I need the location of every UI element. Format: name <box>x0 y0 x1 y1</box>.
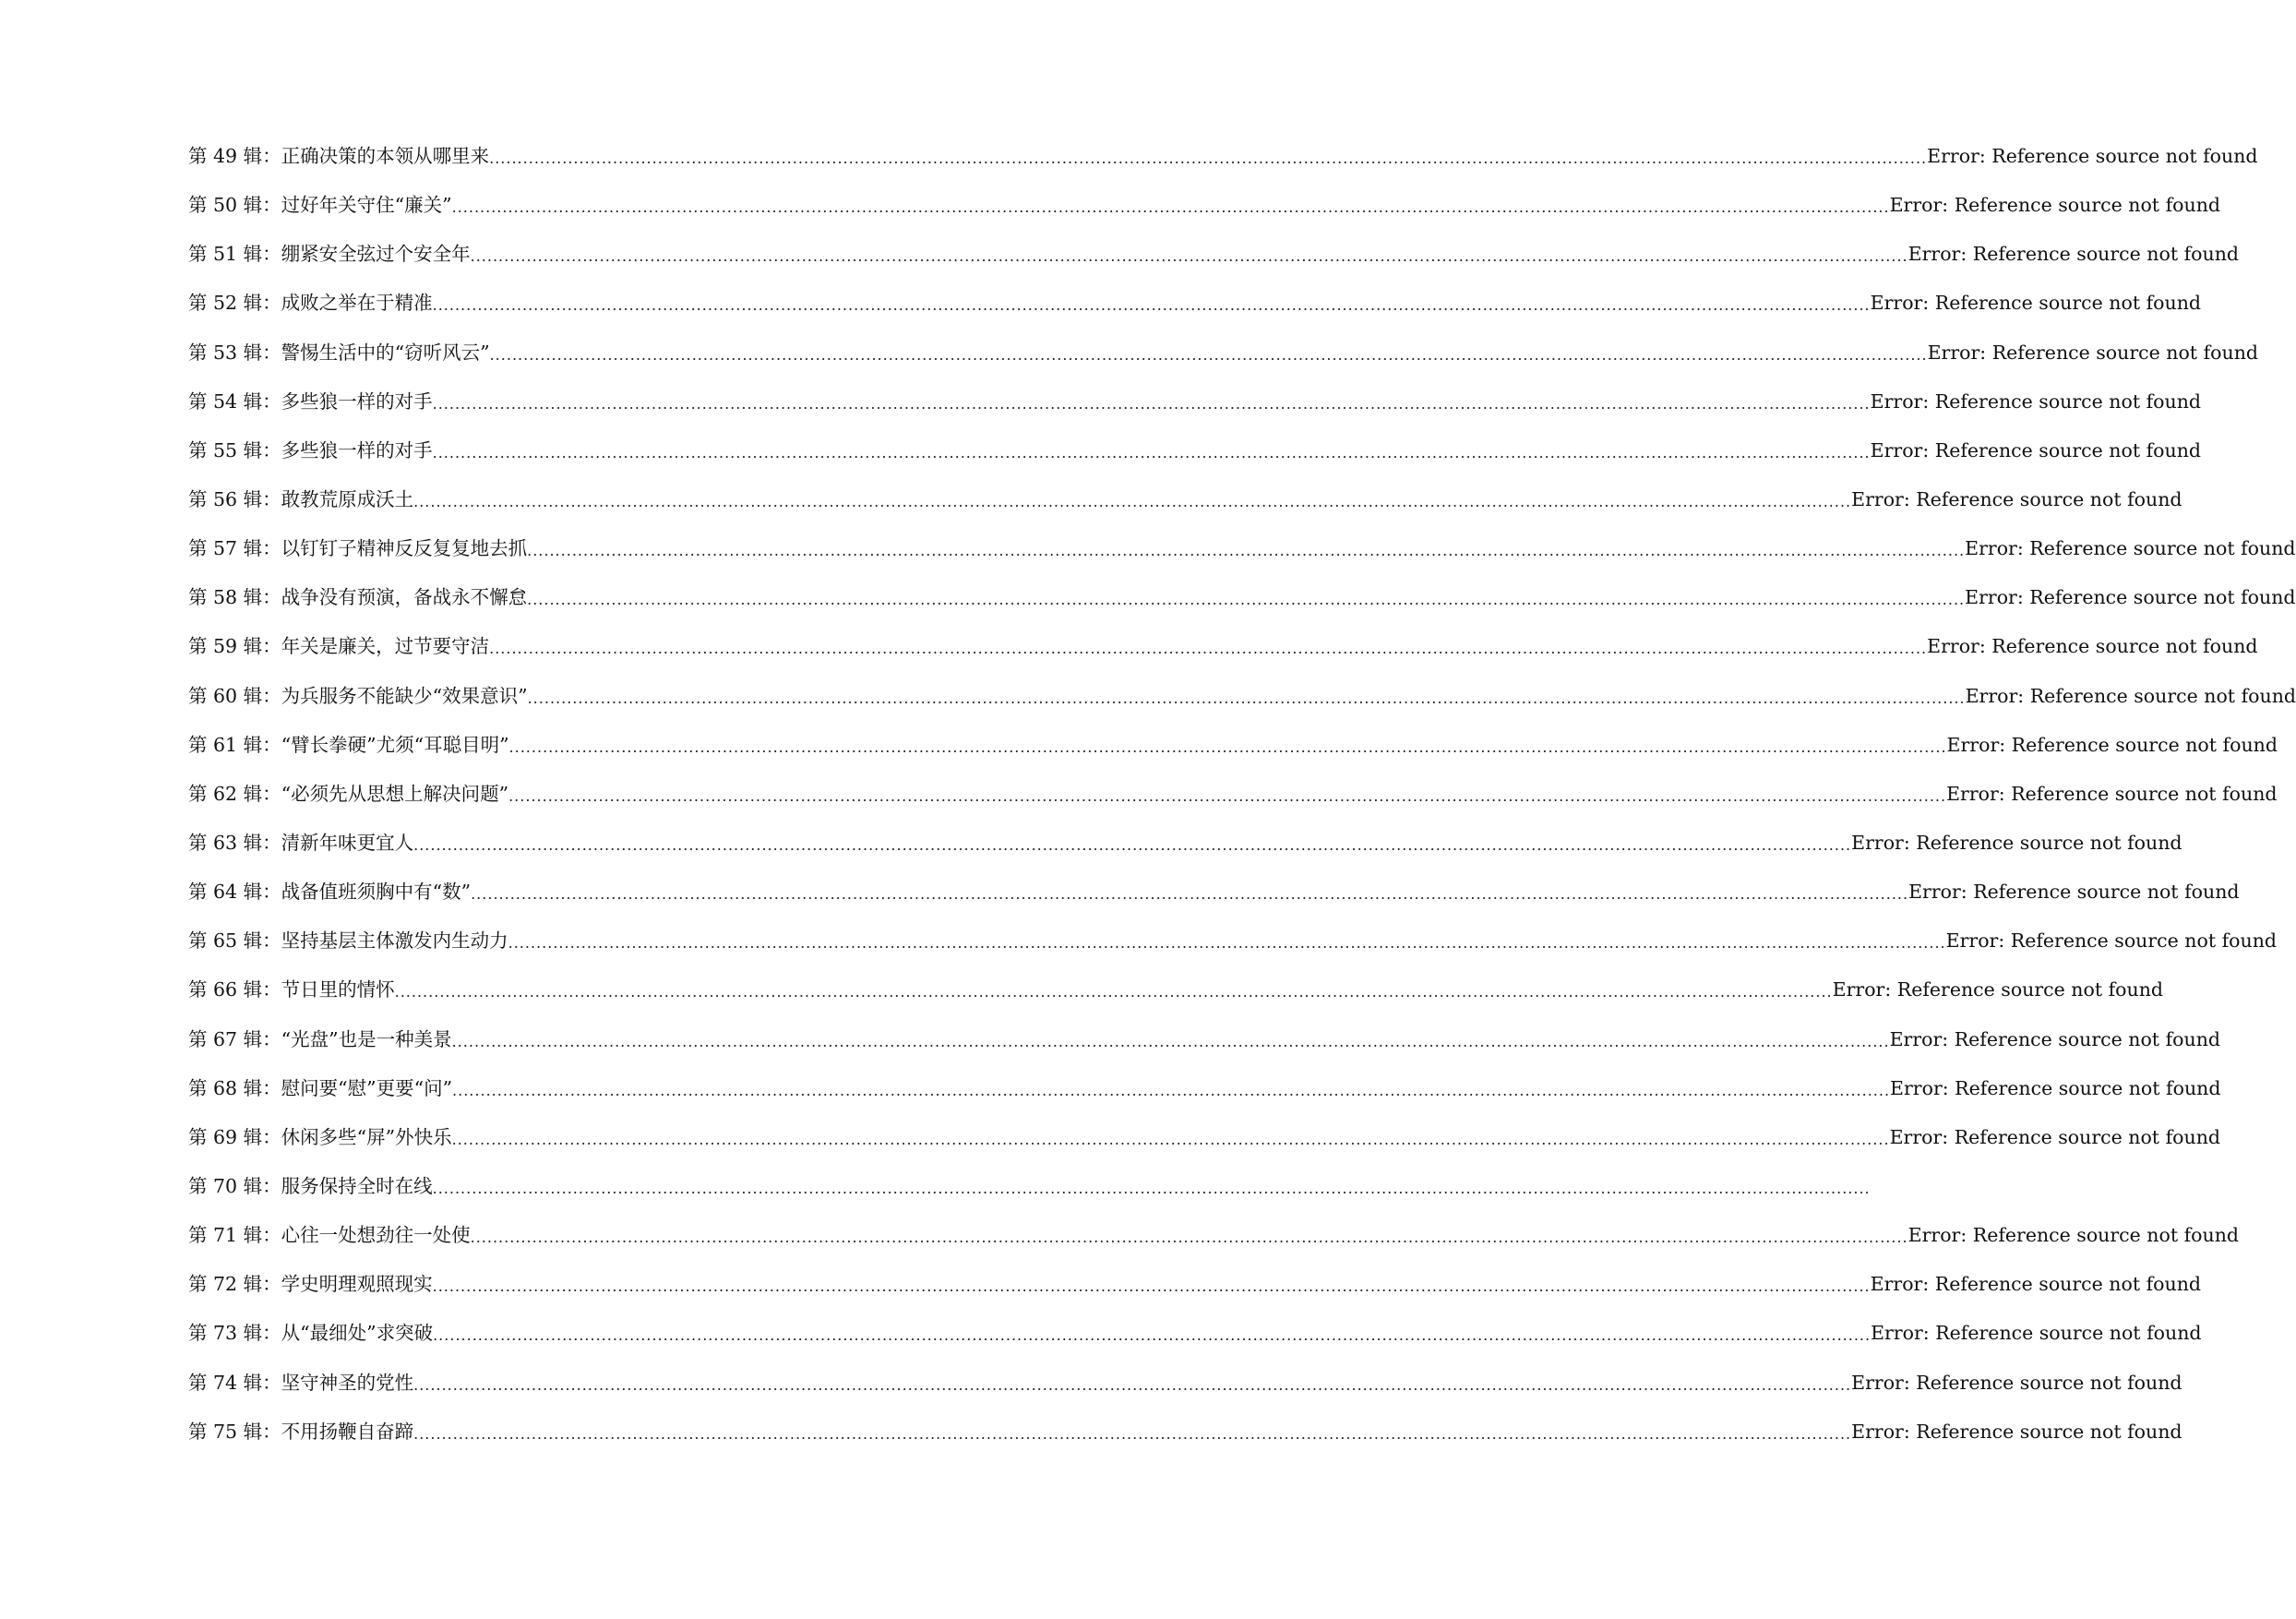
toc-entry[interactable] <box>188 338 2259 387</box>
page-reference: Error: Reference source not found <box>1889 194 2221 217</box>
dot-leader <box>395 975 1833 1007</box>
toc-entry[interactable] <box>188 1171 1144 1220</box>
dot-leader <box>528 681 1966 714</box>
page-reference: Error: Reference source not found <box>1889 1125 2221 1148</box>
toc-entry[interactable] <box>188 436 2202 485</box>
page-reference: Error: Reference source not found <box>1946 733 2278 756</box>
dot-leader <box>452 190 1890 222</box>
dot-leader <box>508 926 1946 958</box>
entry-title: 敢教荒原成沃土 <box>281 487 414 510</box>
page-reference: Error: Reference source not found <box>1889 1027 2221 1050</box>
page-reference: Error: Reference source not found <box>1965 684 2296 707</box>
entry-title: 绷紧安全弦过个安全年 <box>281 243 471 266</box>
page-reference: Error: Reference source not found <box>1851 1371 2182 1394</box>
dot-leader <box>527 582 1965 615</box>
entry-number-label: 第 69 辑： <box>188 1125 281 1148</box>
page-reference: Error: Reference source not found <box>1945 929 2278 953</box>
toc-entry[interactable] <box>188 828 2182 877</box>
dot-leader <box>489 631 1927 664</box>
toc-entry[interactable] <box>188 730 2278 779</box>
entry-number-label: 第 59 辑： <box>188 635 281 658</box>
entry-title: 多些狼一样的对手 <box>281 390 433 413</box>
entry-number-label: 第 61 辑： <box>188 733 281 756</box>
toc-entry[interactable] <box>188 1073 2221 1122</box>
dot-leader <box>413 828 1851 860</box>
toc-entry[interactable] <box>188 1122 2221 1171</box>
entry-title: 从“最细处”求突破 <box>281 1322 434 1345</box>
dot-leader <box>433 1318 1871 1350</box>
dot-leader <box>413 1417 1851 1449</box>
entry-number-label: 第 70 辑： <box>188 1174 281 1197</box>
entry-title: 为兵服务不能缺少“效果意识” <box>281 684 528 707</box>
entry-number-label: 第 68 辑： <box>188 1076 281 1099</box>
entry-title: 正确决策的本领从哪里来 <box>281 145 490 167</box>
toc-entry[interactable] <box>188 1220 2240 1269</box>
entry-number-label: 第 75 辑： <box>188 1420 281 1443</box>
dot-leader <box>489 141 1927 174</box>
entry-title: 过好年关守住“廉关” <box>281 194 452 217</box>
entry-title: 节日里的情怀 <box>281 978 395 1001</box>
toc-entry[interactable] <box>188 1368 2182 1417</box>
entry-title: 清新年味更宜人 <box>281 831 414 854</box>
dot-leader <box>433 436 1871 468</box>
toc-entry[interactable] <box>188 779 2278 828</box>
entry-title: 坚守神圣的党性 <box>281 1371 414 1394</box>
toc-entry[interactable] <box>188 141 2258 190</box>
dot-leader <box>452 1025 1890 1057</box>
dot-leader <box>413 485 1851 517</box>
entry-number-label: 第 54 辑： <box>188 390 281 413</box>
entry-title: 坚持基层主体激发内生动力 <box>281 929 508 953</box>
page-reference: Error: Reference source not found <box>1965 537 2296 560</box>
entry-number-label: 第 62 辑： <box>188 782 281 805</box>
entry-title: 以钉钉子精神反反复复地去抓 <box>281 537 528 560</box>
toc-entry[interactable] <box>188 534 2296 582</box>
page-reference: Error: Reference source not found <box>1890 1076 2221 1099</box>
dot-leader <box>527 534 1965 566</box>
toc-entry[interactable] <box>188 190 2221 239</box>
toc-entry[interactable] <box>188 288 2202 337</box>
entry-title: “光盘”也是一种美景 <box>281 1027 452 1050</box>
toc-entry[interactable] <box>188 387 2202 436</box>
entry-number-label: 第 53 辑： <box>188 341 281 364</box>
entry-title: 战备值班须胸中有“数” <box>281 881 472 904</box>
entry-title: 休闲多些“屏”外快乐 <box>281 1125 452 1148</box>
entry-number-label: 第 65 辑： <box>188 929 281 953</box>
entry-title: 慰问要“慰”更要“问” <box>281 1076 453 1099</box>
dot-leader <box>509 730 1947 762</box>
entry-number-label: 第 60 辑： <box>188 684 281 707</box>
toc-entry[interactable] <box>188 485 2182 534</box>
entry-number-label: 第 67 辑： <box>188 1027 281 1050</box>
toc-entry[interactable] <box>188 1417 2182 1466</box>
dot-leader <box>452 1073 1890 1106</box>
dot-leader <box>471 877 1908 909</box>
page-reference: Error: Reference source not found <box>1851 1420 2182 1443</box>
entry-title: 不用扬鞭自奋蹄 <box>281 1420 414 1443</box>
page-reference: Error: Reference source not found <box>1965 586 2296 609</box>
entry-number-label: 第 58 辑： <box>188 586 281 609</box>
table-of-contents <box>188 141 2296 1466</box>
dot-leader <box>452 1122 1890 1155</box>
toc-entry[interactable] <box>188 1269 2202 1318</box>
entry-number-label: 第 49 辑： <box>188 145 281 167</box>
toc-entry[interactable] <box>188 681 2296 730</box>
page-reference: Error: Reference source not found <box>1946 782 2278 805</box>
entry-title: 成败之举在于精准 <box>281 292 433 315</box>
entry-number-label: 第 50 辑： <box>188 194 281 217</box>
dot-leader <box>413 1368 1851 1400</box>
dot-leader <box>433 288 1871 320</box>
page-reference: Error: Reference source not found <box>1870 292 2202 315</box>
page-reference: Error: Reference source not found <box>1870 438 2202 462</box>
toc-entry[interactable] <box>188 239 2240 288</box>
dot-leader <box>471 1220 1908 1253</box>
toc-entry[interactable] <box>188 631 2258 680</box>
toc-entry[interactable] <box>188 582 2296 631</box>
page-reference: Error: Reference source not found <box>1927 635 2258 658</box>
dot-leader <box>433 1171 1871 1204</box>
entry-title: 学史明理观照现实 <box>281 1273 433 1296</box>
page-reference: Error: Reference source not found <box>1832 978 2164 1001</box>
toc-entry[interactable] <box>188 926 2278 975</box>
entry-number-label: 第 56 辑： <box>188 487 281 510</box>
toc-entry[interactable] <box>188 1025 2221 1073</box>
entry-title: 多些狼一样的对手 <box>281 438 433 462</box>
entry-number-label: 第 72 辑： <box>188 1273 281 1296</box>
dot-leader <box>433 387 1871 419</box>
page-reference: Error: Reference source not found <box>1851 487 2182 510</box>
page-reference: Error: Reference source not found <box>1870 390 2202 413</box>
entry-title: 战争没有预演，备战永不懈怠 <box>281 586 528 609</box>
entry-number-label: 第 71 辑： <box>188 1224 281 1247</box>
entry-title: “必须先从思想上解决问题” <box>281 782 509 805</box>
page-reference: Error: Reference source not found <box>1907 243 2240 266</box>
entry-number-label: 第 57 辑： <box>188 537 281 560</box>
entry-number-label: 第 52 辑： <box>188 292 281 315</box>
dot-leader <box>490 338 1928 370</box>
toc-entry[interactable] <box>188 1318 2202 1367</box>
entry-title: 心往一处想劲往一处使 <box>281 1224 471 1247</box>
entry-number-label: 第 73 辑： <box>188 1322 281 1345</box>
page-reference: Error: Reference source not found <box>1907 1224 2240 1247</box>
dot-leader <box>433 1269 1871 1301</box>
entry-number-label: 第 63 辑： <box>188 831 281 854</box>
entry-number-label: 第 55 辑： <box>188 438 281 462</box>
entry-number-label: 第 51 辑： <box>188 243 281 266</box>
page-reference: Error: Reference source not found <box>1927 341 2259 364</box>
toc-entry[interactable] <box>188 877 2240 926</box>
entry-number-label: 第 66 辑： <box>188 978 281 1001</box>
entry-number-label: 第 74 辑： <box>188 1371 281 1394</box>
entry-title: 服务保持全时在线 <box>281 1174 433 1197</box>
dot-leader <box>508 779 1946 811</box>
entry-title: “臂长拳硬”尤须“耳聪目明” <box>281 733 509 756</box>
toc-entry[interactable] <box>188 975 2164 1024</box>
entry-title: 警惕生活中的“窃听风云” <box>281 341 490 364</box>
entry-number-label: 第 64 辑： <box>188 881 281 904</box>
entry-title: 年关是廉关，过节要守洁 <box>281 635 490 658</box>
page-reference: Error: Reference source not found <box>1927 145 2258 167</box>
page-reference: Error: Reference source not found <box>1851 831 2182 854</box>
dot-leader <box>471 239 1908 271</box>
page-reference: Error: Reference source not found <box>1908 881 2240 904</box>
page-reference: Error: Reference source not found <box>1870 1273 2202 1296</box>
page-reference: Error: Reference source not found <box>1871 1322 2202 1345</box>
